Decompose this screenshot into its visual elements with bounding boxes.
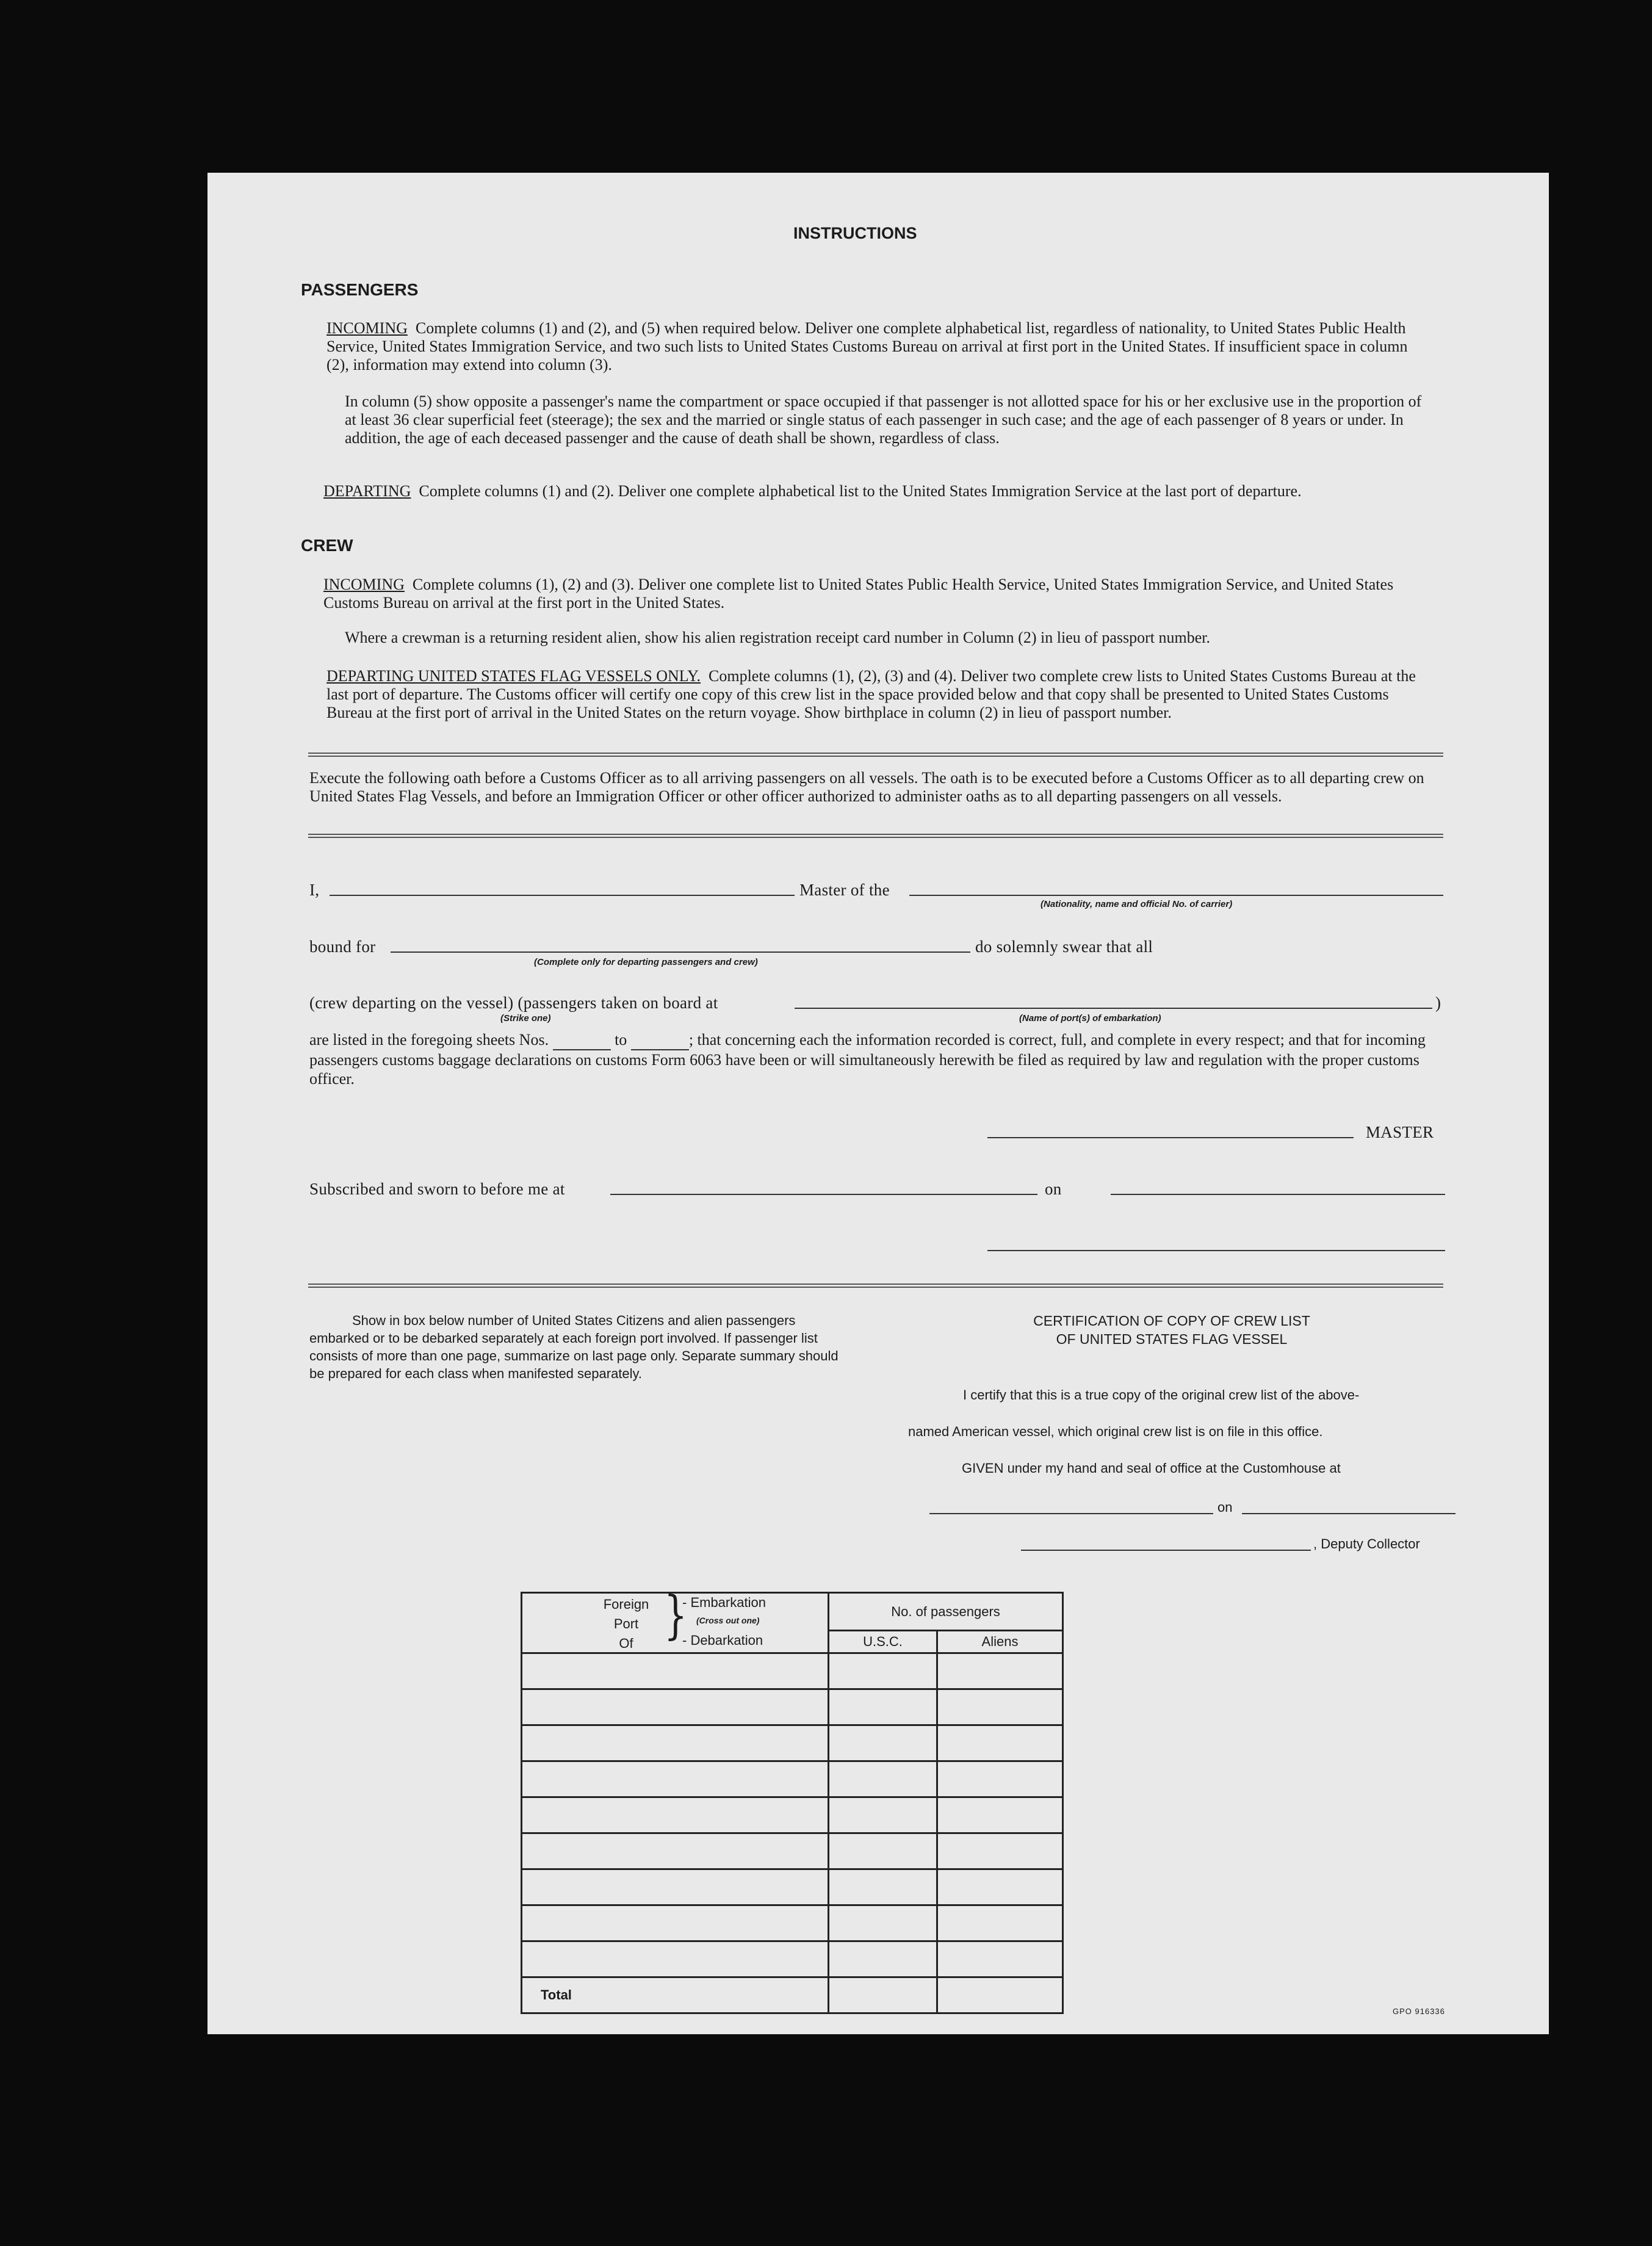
port-cell[interactable] xyxy=(522,1689,829,1725)
crew-resident-paragraph: Where a crewman is a returning resident alien, show his alien registration receipt card number in Column (2) in lieu of passport number. xyxy=(345,629,1211,646)
of-label: Of xyxy=(619,1636,633,1651)
crew-incoming-paragraph xyxy=(323,576,1428,612)
table-row xyxy=(522,1725,1063,1761)
listed-text-a: are listed in the foregoing sheets Nos. xyxy=(309,1031,549,1049)
passengers-column5-paragraph: In column (5) show opposite a passenger's name the compartment or space occupied if that passenger is not allotted space for his or her exclusive use in the proportion of at least 36 clear superficial feet (steerage); the sex and the married or single status of each passenger in such case; and the age of each passenger of 8 years or under. In addition, the age of each deceased passenger and the cause of death shall be shown, regardless of class. xyxy=(345,392,1422,447)
sworn-date-field[interactable] xyxy=(1111,1194,1445,1195)
total-row xyxy=(522,1977,1063,2013)
deputy-signature-field[interactable] xyxy=(1021,1550,1311,1551)
aliens-cell[interactable] xyxy=(937,1833,1063,1869)
port-cell[interactable] xyxy=(522,1941,829,1977)
passengers-departing-paragraph xyxy=(323,482,1428,500)
total-label: Total xyxy=(522,1977,829,2013)
foreign-label: Foreign xyxy=(603,1597,649,1612)
passengers-incoming-label: INCOMING xyxy=(326,319,408,337)
usc-cell[interactable] xyxy=(829,1725,937,1761)
oath-intro: Execute the following oath before a Customs Officer as to all arriving passengers on all vessels. The oath is to be executed before a Customs Officer as to all departing crew on United States Flag Vessels, and before an Immigration Officer or other officer authorized to administer oaths as to all departing passengers on all vessels. xyxy=(309,769,1424,805)
table-row xyxy=(522,1797,1063,1833)
table-row xyxy=(522,1833,1063,1869)
usc-cell[interactable] xyxy=(829,1869,937,1905)
oath-i-label: I, xyxy=(309,881,320,899)
certification-line2: named American vessel, which original crew list is on file in this office. xyxy=(908,1424,1323,1439)
summary-instructions: Show in box below number of United States Citizens and alien passengers embarked or to be debarked separately at each foreign port involved. If passenger list consists of more than one page, summarize on last page only. Separate summary should be prepared for each class when manifested separately. xyxy=(309,1313,839,1381)
page-title: INSTRUCTIONS xyxy=(793,224,917,242)
section-divider xyxy=(308,834,1443,838)
officer-signature-field[interactable] xyxy=(987,1250,1445,1251)
listed-text-b: ; that concerning each the information recorded is correct, full, and complete in every respect; and that for incoming passengers customs baggage declarations on customs Form 6063 have been or will simultaneously herewith be filed as required by law and regulation with the proper customs officer. xyxy=(309,1031,1426,1088)
section-divider xyxy=(308,753,1443,757)
swear-label: do solemnly swear that all xyxy=(975,937,1153,956)
port-cell[interactable] xyxy=(522,1761,829,1797)
certification-date-field[interactable] xyxy=(1242,1513,1455,1514)
form-page xyxy=(207,173,1549,2034)
bound-for-label: bound for xyxy=(309,937,376,956)
customhouse-field[interactable] xyxy=(929,1513,1213,1514)
passenger-summary-table xyxy=(521,1586,1064,2014)
aliens-header: Aliens xyxy=(937,1631,1063,1653)
cross-out-note: (Cross out one) xyxy=(696,1616,760,1625)
nationality-note: (Nationality, name and official No. of carrier) xyxy=(1041,899,1233,909)
bound-for-field[interactable] xyxy=(391,951,970,953)
table-header-row xyxy=(522,1593,1063,1631)
usc-cell[interactable] xyxy=(829,1689,937,1725)
complete-note: (Complete only for departing passengers and crew) xyxy=(534,957,758,967)
sworn-on-label: on xyxy=(1045,1180,1062,1198)
crew-heading: CREW xyxy=(301,536,353,555)
aliens-cell[interactable] xyxy=(937,1869,1063,1905)
port-cell[interactable] xyxy=(522,1653,829,1689)
table-row xyxy=(522,1689,1063,1725)
certification-title xyxy=(922,1312,1422,1348)
sworn-at-field[interactable] xyxy=(610,1194,1037,1195)
carrier-field[interactable] xyxy=(909,895,1443,896)
table-row xyxy=(522,1905,1063,1941)
sheet-from-field[interactable] xyxy=(553,1030,611,1050)
usc-cell[interactable] xyxy=(829,1761,937,1797)
table-row xyxy=(522,1869,1063,1905)
crew-departing-label: DEPARTING UNITED STATES FLAG VESSELS ONLY. xyxy=(326,667,701,685)
certification-line1: I certify that this is a true copy of the original crew list of the above- xyxy=(963,1387,1360,1403)
master-signature-field[interactable] xyxy=(987,1137,1354,1138)
port-cell[interactable] xyxy=(522,1905,829,1941)
crew-departing-text: Complete columns (1), (2), (3) and (4). Deliver two complete crew lists to United States Customs Bureau at the last port of departure. The Customs officer will certify one copy of this crew list in the space provided below and that copy shall be presented to United States Customs Bureau at the first port of arrival in the United States on the return voyage. Show birthplace in column (2) in lieu of passport number. xyxy=(326,667,1416,721)
crew-departing-paragraph xyxy=(326,667,1428,722)
usc-header: U.S.C. xyxy=(829,1631,937,1653)
usc-cell[interactable] xyxy=(829,1653,937,1689)
subscribed-label: Subscribed and sworn to before me at xyxy=(309,1180,565,1198)
table-row xyxy=(522,1761,1063,1797)
crew-incoming-text: Complete columns (1), (2) and (3). Deliver one complete list to United States Public Health Service, United States Immigration Service, and United States Customs Bureau on arrival at the first port in the United States. xyxy=(323,576,1394,612)
passengers-incoming-text: Complete columns (1) and (2), and (5) when required below. Deliver one complete alphabetical list, regardless of nationality, to United States Public Health Service, United States Immigration Service, and two such lists to United States Customs Bureau on arrival at first port in the United States. If insufficient space in column (2), information may extend into column (3). xyxy=(326,319,1408,374)
embarkation-ports-field[interactable] xyxy=(795,1008,1432,1009)
port-cell[interactable] xyxy=(522,1869,829,1905)
aliens-cell[interactable] xyxy=(937,1689,1063,1725)
usc-cell[interactable] xyxy=(829,1905,937,1941)
crew-passengers-label: (crew departing on the vessel) (passengers taken on board at xyxy=(309,994,718,1012)
certification-on-label: on xyxy=(1217,1500,1233,1515)
total-usc-cell[interactable] xyxy=(829,1977,937,2013)
ports-note: (Name of port(s) of embarkation) xyxy=(1019,1013,1161,1024)
port-cell[interactable] xyxy=(522,1725,829,1761)
gpo-number: GPO 916336 xyxy=(1393,2007,1445,2016)
passengers-incoming-paragraph xyxy=(326,319,1425,374)
table-row xyxy=(522,1941,1063,1977)
strike-note: (Strike one) xyxy=(500,1013,551,1024)
table-row xyxy=(522,1653,1063,1689)
passengers-departing-text: Complete columns (1) and (2). Deliver one complete alphabetical list to the United States Immigration Service at the last port of departure. xyxy=(419,482,1302,500)
passengers-heading: PASSENGERS xyxy=(301,280,419,299)
no-passengers-header: No. of passengers xyxy=(829,1593,1063,1631)
certification-title-line1: CERTIFICATION OF COPY OF CREW LIST xyxy=(1033,1313,1310,1329)
port-cell[interactable] xyxy=(522,1797,829,1833)
embarkation-label: - Embarkation xyxy=(682,1595,766,1610)
certification-line3: GIVEN under my hand and seal of office at the Customhouse at xyxy=(962,1461,1341,1476)
aliens-cell[interactable] xyxy=(937,1725,1063,1761)
deputy-collector-label: , Deputy Collector xyxy=(1313,1536,1420,1551)
master-name-field[interactable] xyxy=(330,895,795,896)
close-paren: ) xyxy=(1435,994,1441,1012)
aliens-cell[interactable] xyxy=(937,1905,1063,1941)
total-aliens-cell[interactable] xyxy=(937,1977,1063,2013)
sheet-to-field[interactable] xyxy=(631,1030,689,1050)
aliens-cell[interactable] xyxy=(937,1761,1063,1797)
master-label: MASTER xyxy=(1366,1123,1434,1141)
master-of-label: Master of the xyxy=(799,881,890,899)
crew-incoming-label: INCOMING xyxy=(323,576,405,593)
aliens-cell[interactable] xyxy=(937,1653,1063,1689)
usc-cell[interactable] xyxy=(829,1797,937,1833)
section-divider xyxy=(308,1284,1443,1288)
certification-title-line2: OF UNITED STATES FLAG VESSEL xyxy=(1056,1331,1288,1347)
listed-paragraph xyxy=(309,1030,1445,1088)
usc-cell[interactable] xyxy=(829,1941,937,1977)
port-label: Port xyxy=(613,1616,639,1631)
usc-cell[interactable] xyxy=(829,1833,937,1869)
aliens-cell[interactable] xyxy=(937,1797,1063,1833)
port-cell[interactable] xyxy=(522,1833,829,1869)
brace-icon: } xyxy=(664,1586,688,1645)
debarkation-label: - Debarkation xyxy=(682,1633,763,1648)
listed-to: to xyxy=(615,1031,627,1049)
aliens-cell[interactable] xyxy=(937,1941,1063,1977)
passengers-departing-label: DEPARTING xyxy=(323,482,411,500)
foreign-port-header xyxy=(522,1586,829,1653)
